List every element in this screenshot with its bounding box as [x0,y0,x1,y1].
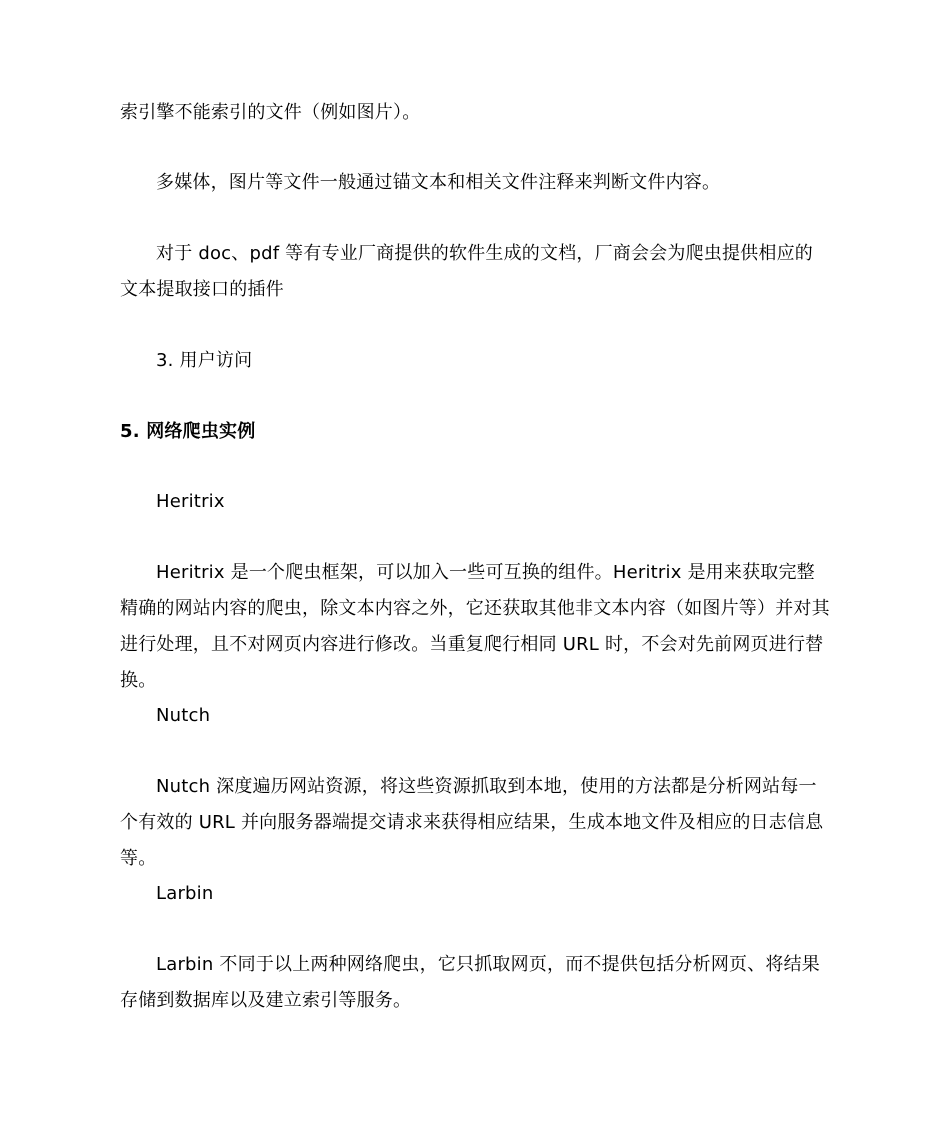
paragraph-multimedia: 多媒体，图片等文件一般通过锚文本和相关文件注释来判断文件内容。 [156,172,721,193]
paragraph-doc-pdf: 对于 doc、pdf 等有专业厂商提供的软件生成的文档，厂商会会为爬虫提供相应的文本提取接口的插件 [120,243,813,300]
section-heading: 5. 网络爬虫实例 [120,421,256,442]
example-title-larbin: Larbin [156,883,214,904]
example-description-heritrix: Heritrix 是一个爬虫框架，可以加入一些可互换的组件。Heritrix 是用来获取完整精确的网站内容的爬虫，除文本内容之外，它还获取其他非文本内容（如图片等）并对其进行处理，且不对网页内容进行修改。当重复爬行相同 URL 时，不会对先前网页进行替换。 [120,562,830,691]
paragraph-index-limitation: 索引擎不能索引的文件（例如图片）。 [120,102,421,123]
example-description-larbin: Larbin 不同于以上两种网络爬虫，它只抓取网页，而不提供包括分析网页、将结果存储到数据库以及建立索引等服务。 [120,954,821,1011]
paragraph-user-access: 3. 用户访问 [156,350,253,371]
example-description-nutch: Nutch 深度遍历网站资源，将这些资源抓取到本地，使用的方法都是分析网站每一个有效的 URL 并向服务器端提交请求来获得相应结果，生成本地文件及相应的日志信息等。 [120,776,824,869]
example-title-nutch: Nutch [156,705,211,726]
example-title-heritrix: Heritrix [156,491,225,512]
